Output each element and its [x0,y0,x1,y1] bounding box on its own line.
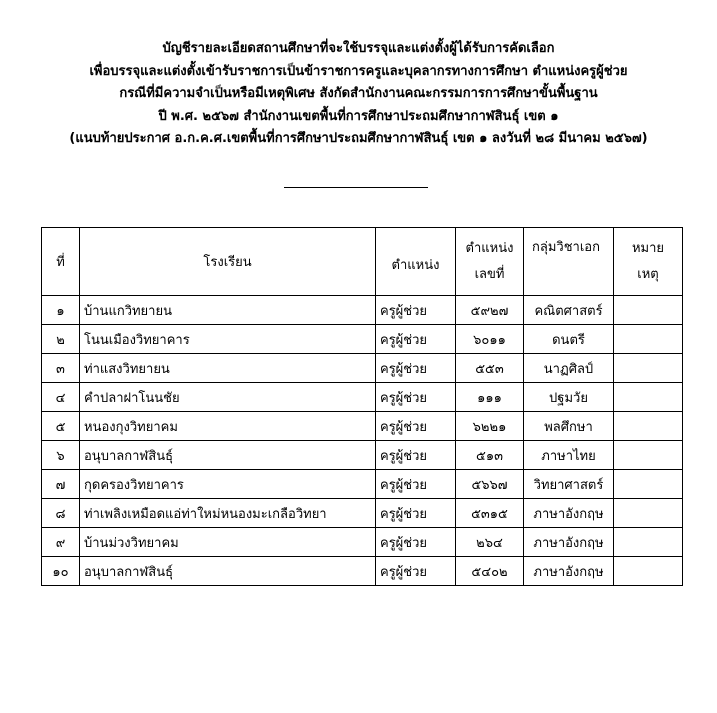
cell-school: คำปลาฝาโนนชัย [80,383,376,412]
cell-major: ปฐมวัย [524,383,614,412]
table-row [42,354,683,383]
cell-note [614,441,683,470]
cell-school: กุดครองวิทยาคาร [80,470,376,499]
cell-school: บ้านม่วงวิทยาคม [80,528,376,557]
table-row [42,296,683,325]
table-row [42,470,683,499]
cell-school: บ้านแกวิทยายน [80,296,376,325]
cell-note [614,412,683,441]
cell-note [614,499,683,528]
cell-no: ๔ [42,383,80,412]
cell-no: ๒ [42,325,80,354]
cell-major: วิทยาศาสตร์ [524,470,614,499]
table-row [42,325,683,354]
cell-position: ครูผู้ช่วย [376,557,456,586]
cell-position-number: ๕๔๐๒ [456,557,524,586]
header-title-line-5: (แนบท้ายประกาศ อ.ก.ค.ศ.เขตพื้นที่การศึกษาประถมศึกษากาฬสินธุ์ เขต ๑ ลงวันที่ ๒๘ มีนาคม ๒๕๖๗) [69,131,648,146]
cell-no: ๖ [42,441,80,470]
cell-note [614,528,683,557]
cell-no: ๙ [42,528,80,557]
cell-school: โนนเมืองวิทยาคาร [80,325,376,354]
header-divider [284,187,428,188]
cell-position-number: ๕๖๖๗ [456,470,524,499]
cell-position: ครูผู้ช่วย [376,499,456,528]
table-header-row [42,228,683,296]
header-title-line-3: กรณีที่มีความจำเป็นหรือมีเหตุพิเศษ สังกัดสำนักงานคณะกรรมการการศึกษาขั้นพื้นฐาน [119,86,598,101]
header-title-line-2: เพื่อบรรจุและแต่งตั้งเข้ารับราชการเป็นข้าราชการครูและบุคลากรทางการศึกษา ตำแหน่งครูผู้ช่วย [89,63,628,79]
header-title-line-1: บัญชีรายละเอียดสถานศึกษาที่จะใช้บรรจุและแต่งตั้งผู้ได้รับการคัดเลือก [162,41,555,56]
cell-no: ๘ [42,499,80,528]
cell-position-number: ๕๑๓ [456,441,524,470]
cell-major: นาฏศิลป์ [524,354,614,383]
header-school: โรงเรียน [80,228,376,296]
cell-note [614,325,683,354]
cell-major: ภาษาอังกฤษ [524,499,614,528]
cell-position: ครูผู้ช่วย [376,325,456,354]
cell-no: ๓ [42,354,80,383]
cell-major: คณิตศาสตร์ [524,296,614,325]
cell-note [614,383,683,412]
header-note: หมาย เหตุ [614,228,683,296]
header-no: ที่ [42,228,80,296]
cell-note [614,557,683,586]
cell-position: ครูผู้ช่วย [376,354,456,383]
cell-no: ๑ [42,296,80,325]
cell-no: ๕ [42,412,80,441]
cell-no: ๑๐ [42,557,80,586]
cell-position: ครูผู้ช่วย [376,296,456,325]
cell-position-number: ๖๐๑๑ [456,325,524,354]
cell-major: ดนตรี [524,325,614,354]
cell-note [614,354,683,383]
cell-major: ภาษาอังกฤษ [524,528,614,557]
cell-position: ครูผู้ช่วย [376,412,456,441]
header-position-number: ตำแหน่ง เลขที่ [456,228,524,296]
table-body [42,296,683,586]
cell-major: พลศึกษา [524,412,614,441]
header-title-line-4: ปี พ.ศ. ๒๕๖๗ สำนักงานเขตพื้นที่การศึกษาประถมศึกษากาฬสินธุ์ เขต ๑ [158,108,559,124]
cell-major: ภาษาไทย [524,441,614,470]
table-row [42,383,683,412]
cell-position-number: ๖๒๒๑ [456,412,524,441]
cell-position: ครูผู้ช่วย [376,441,456,470]
header-major: กลุ่มวิชาเอก [524,228,614,296]
cell-position-number: ๕๙๒๗ [456,296,524,325]
cell-position-number: ๒๖๔ [456,528,524,557]
cell-note [614,470,683,499]
cell-note [614,296,683,325]
school-table [41,227,683,586]
cell-position-number: ๕๓๑๕ [456,499,524,528]
cell-position: ครูผู้ช่วย [376,383,456,412]
cell-position-number: ๑๑๑ [456,383,524,412]
document-header [0,38,717,151]
cell-school: ท่าเพลิงเหมือดแอ่ท่าใหม่หนองมะเกลือวิทยา [80,499,376,528]
cell-major: ภาษาอังกฤษ [524,557,614,586]
cell-school: อนุบาลกาฬสินธุ์ [80,441,376,470]
table-row [42,528,683,557]
cell-school: หนองกุงวิทยาคม [80,412,376,441]
cell-position: ครูผู้ช่วย [376,528,456,557]
table-row [42,557,683,586]
table-row [42,412,683,441]
cell-no: ๗ [42,470,80,499]
cell-position-number: ๕๕๓ [456,354,524,383]
header-position: ตำแหน่ง [376,228,456,296]
cell-school: ท่าแสงวิทยายน [80,354,376,383]
cell-position: ครูผู้ช่วย [376,470,456,499]
cell-school: อนุบาลกาฬสินธุ์ [80,557,376,586]
table-row [42,441,683,470]
table-row [42,499,683,528]
